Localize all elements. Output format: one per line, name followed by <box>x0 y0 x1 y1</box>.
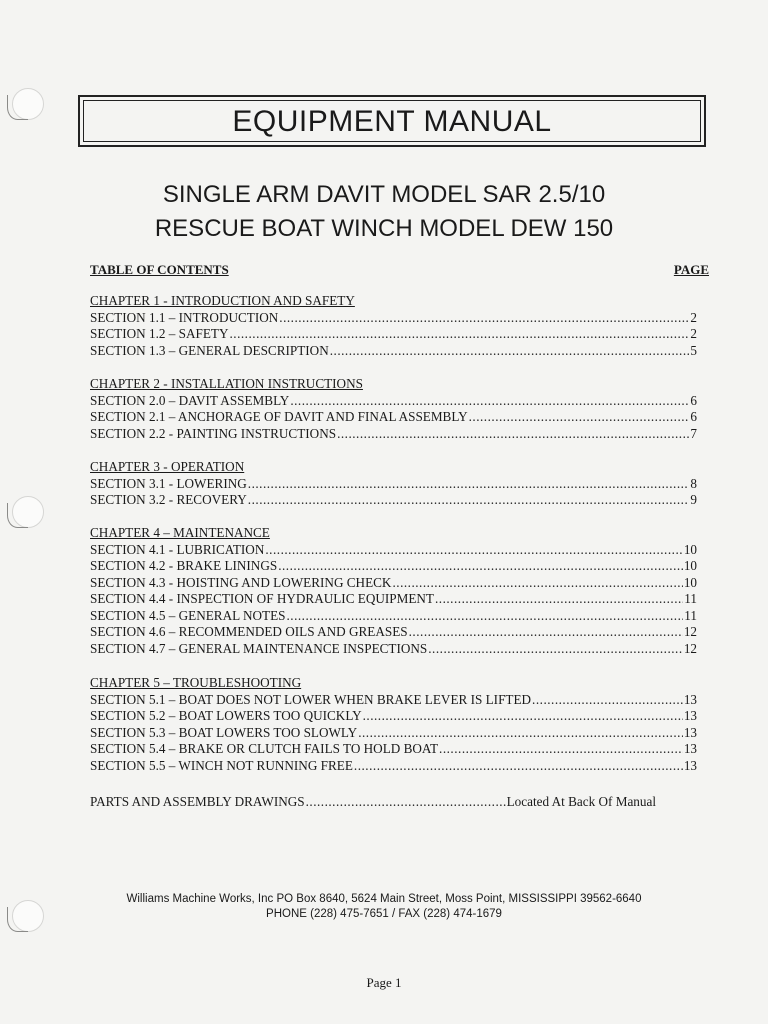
section-page: 12 <box>683 640 697 656</box>
dot-leader <box>337 426 689 443</box>
dot-leader <box>286 608 683 625</box>
footer-address: Williams Machine Works, Inc PO Box 8640, 5624 Main Street, Moss Point, MISSISSIPPI 39562-6640 <box>126 893 642 905</box>
dot-leader <box>435 591 683 608</box>
toc-row[interactable] <box>90 343 697 360</box>
section-label: SECTION 4.3 - HOISTING AND LOWERING CHECK <box>90 574 392 590</box>
section-label: SECTION 4.4 - INSPECTION OF HYDRAULIC EQUIPMENT <box>90 591 434 606</box>
toc-parts <box>90 794 697 811</box>
toc-row[interactable] <box>90 741 697 758</box>
section-page: 13 <box>683 708 697 723</box>
section-label: SECTION 3.2 - RECOVERY <box>90 492 247 507</box>
footer-phone: PHONE (228) 475-7651 / FAX (228) 474-1679 <box>266 908 502 920</box>
section-label: SECTION 5.5 – WINCH NOT RUNNING FREE <box>90 757 353 773</box>
section-page: 12 <box>683 624 697 639</box>
section-page: 13 <box>683 757 697 773</box>
section-page: 10 <box>683 574 697 590</box>
dot-leader <box>229 326 689 343</box>
section-page: 13 <box>683 741 697 756</box>
section-page: 9 <box>690 492 697 507</box>
toc-row[interactable] <box>90 692 697 709</box>
section-label: SECTION 4.2 - BRAKE LININGS <box>90 558 278 573</box>
subtitle-winch: RESCUE BOAT WINCH MODEL DEW 150 <box>154 215 614 242</box>
dot-leader <box>469 409 690 426</box>
toc-heading: TABLE OF CONTENTS <box>90 262 229 277</box>
toc-row[interactable] <box>90 708 697 725</box>
section-page: 11 <box>684 591 697 606</box>
dot-leader <box>279 310 689 327</box>
dot-leader <box>358 725 683 742</box>
toc-row[interactable] <box>90 326 697 343</box>
section-page: 13 <box>683 691 697 707</box>
toc-row[interactable] <box>90 409 697 426</box>
toc-chapter-1 <box>90 293 697 359</box>
dot-leader <box>248 476 690 493</box>
section-label: SECTION 4.7 – GENERAL MAINTENANCE INSPECTIONS <box>90 640 428 656</box>
section-label: SECTION 5.4 – BRAKE OR CLUTCH FAILS TO HOLD BOAT <box>90 741 439 756</box>
toc-chapter-3 <box>90 459 697 509</box>
chapter-title: CHAPTER 5 – TROUBLESHOOTING <box>90 675 302 690</box>
subtitle-davit: SINGLE ARM DAVIT MODEL SAR 2.5/10 <box>162 181 606 208</box>
dot-leader <box>409 624 683 641</box>
dot-leader <box>290 393 689 410</box>
section-page: 8 <box>690 475 697 491</box>
parts-location: Located At Back Of Manual <box>506 794 657 809</box>
section-page: 10 <box>683 558 697 573</box>
toc-chapter-5 <box>90 675 697 774</box>
section-page: 6 <box>690 409 697 424</box>
toc-chapter-2 <box>90 376 697 442</box>
dot-leader <box>265 542 682 559</box>
section-page: 10 <box>683 541 697 557</box>
toc-row[interactable] <box>90 575 697 592</box>
toc-row[interactable] <box>90 624 697 641</box>
toc-row[interactable] <box>90 725 697 742</box>
dot-leader <box>428 641 683 658</box>
section-label: SECTION 4.6 – RECOMMENDED OILS AND GREASES <box>90 624 408 639</box>
dot-leader <box>532 692 683 709</box>
section-label: SECTION 1.2 – SAFETY <box>90 326 229 341</box>
dot-leader <box>392 575 682 592</box>
section-page: 2 <box>690 309 697 325</box>
section-label: SECTION 1.3 – GENERAL DESCRIPTION <box>90 342 329 358</box>
section-label: SECTION 1.1 – INTRODUCTION <box>90 309 279 325</box>
section-page: 6 <box>690 392 697 408</box>
section-label: SECTION 4.5 – GENERAL NOTES <box>90 607 286 623</box>
toc-row[interactable] <box>90 393 697 410</box>
toc-row[interactable] <box>90 758 697 775</box>
toc-row[interactable] <box>90 558 697 575</box>
toc-row[interactable] <box>90 608 697 625</box>
toc-row[interactable] <box>90 641 697 658</box>
chapter-title: CHAPTER 1 - INTRODUCTION AND SAFETY <box>90 293 355 308</box>
dot-leader <box>306 794 506 811</box>
section-page: 7 <box>690 425 697 441</box>
section-label: SECTION 5.3 – BOAT LOWERS TOO SLOWLY <box>90 724 358 740</box>
section-page: 2 <box>690 326 697 341</box>
dot-leader <box>363 708 683 725</box>
toc-row[interactable] <box>90 542 697 559</box>
toc-row[interactable] <box>90 591 697 608</box>
section-label: SECTION 2.0 – DAVIT ASSEMBLY <box>90 392 290 408</box>
chapter-title: CHAPTER 4 – MAINTENANCE <box>90 525 270 540</box>
punch-hole-top <box>12 88 44 120</box>
parts-label: PARTS AND ASSEMBLY DRAWINGS <box>90 794 305 809</box>
section-label: SECTION 5.1 – BOAT DOES NOT LOWER WHEN BRAKE LEVER IS LIFTED <box>90 691 532 707</box>
toc-row[interactable] <box>90 426 697 443</box>
toc-page-heading: PAGE <box>673 262 709 277</box>
section-page: 11 <box>684 607 697 623</box>
dot-leader <box>439 741 683 758</box>
dot-leader <box>278 558 683 575</box>
section-label: SECTION 2.2 - PAINTING INSTRUCTIONS <box>90 425 337 441</box>
section-label: SECTION 5.2 – BOAT LOWERS TOO QUICKLY <box>90 708 362 723</box>
toc-header <box>90 262 709 278</box>
chapter-title: CHAPTER 2 - INSTALLATION INSTRUCTIONS <box>90 376 363 391</box>
dot-leader <box>354 758 683 775</box>
section-page: 13 <box>683 724 697 740</box>
section-label: SECTION 3.1 - LOWERING <box>90 475 247 491</box>
toc-row[interactable] <box>90 492 697 509</box>
page-title: EQUIPMENT MANUAL <box>232 105 552 138</box>
title-box <box>78 95 706 147</box>
toc-row[interactable] <box>90 794 697 811</box>
toc-row[interactable] <box>90 476 697 493</box>
dot-leader <box>330 343 690 360</box>
chapter-title: CHAPTER 3 - OPERATION <box>90 459 245 474</box>
section-page: 5 <box>690 342 697 358</box>
toc-row[interactable] <box>90 310 697 327</box>
section-label: SECTION 2.1 – ANCHORAGE OF DAVIT AND FINAL ASSEMBLY <box>90 409 468 424</box>
punch-hole-middle <box>12 496 44 528</box>
section-label: SECTION 4.1 - LUBRICATION <box>90 541 265 557</box>
dot-leader <box>248 492 690 509</box>
toc-chapter-4 <box>90 525 697 657</box>
page-number: Page 1 <box>366 975 402 990</box>
